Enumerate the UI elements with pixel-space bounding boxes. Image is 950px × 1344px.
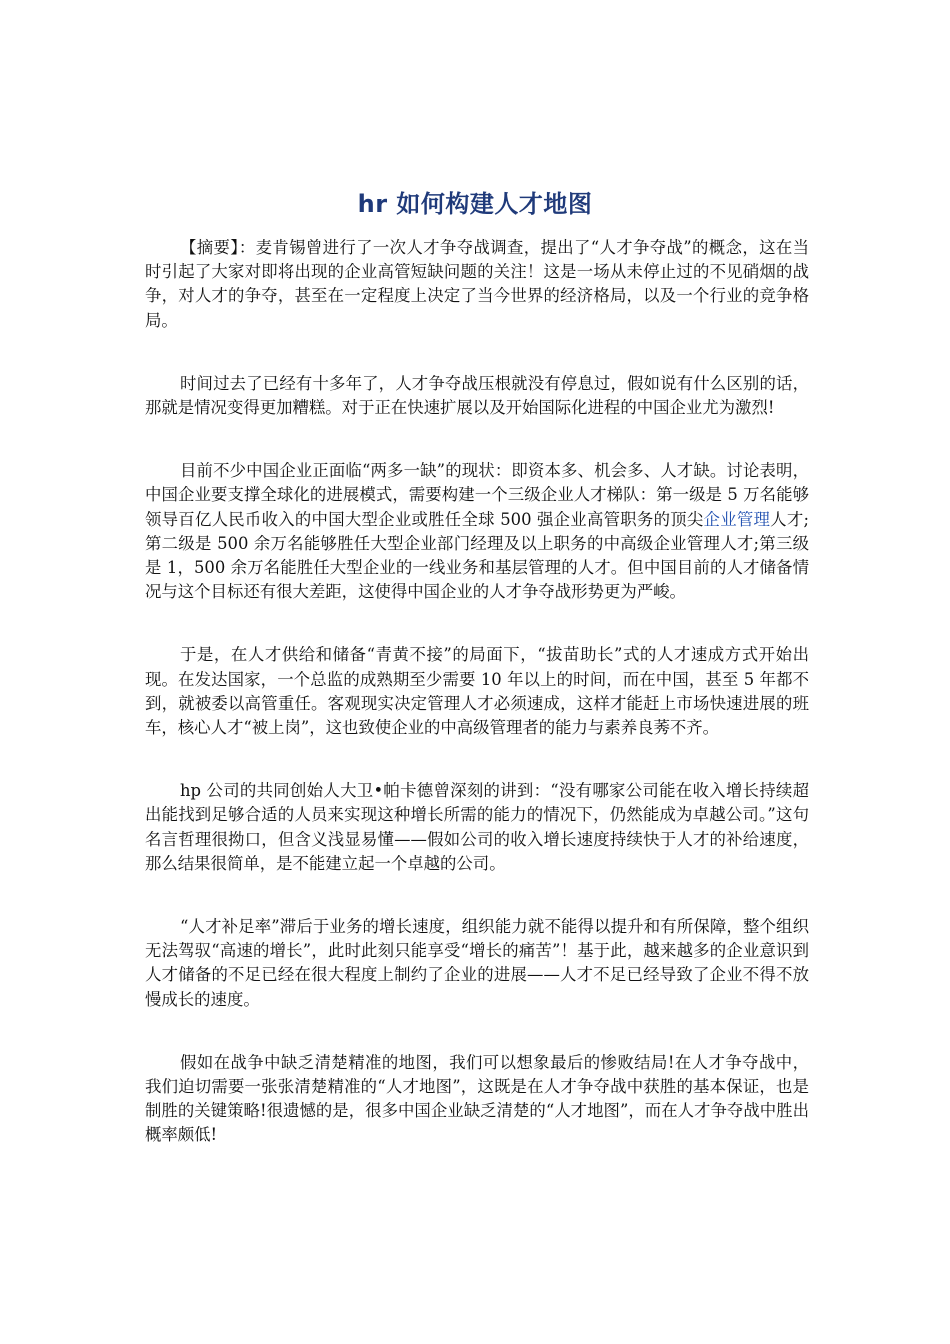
document-body xyxy=(145,236,809,1187)
paragraph-talent-supply: “人才补足率”滞后于业务的增长速度，组织能力就不能得以提升和有所保障，整个组织无法驾驭“高速的增长”，此时此刻只能享受“增长的痛苦”！基于此，越来越多的企业意识到人才储备的不足已经在很大程度上制约了企业的进展——人才不足已经导致了企业不得不放慢成长的速度。 xyxy=(145,917,809,1009)
paragraph-hp-quote: hp 公司的共同创始人大卫•帕卡德曾深刻的讲到：“没有哪家公司能在收入增长持续超出能找到足够合适的人员来实现这种增长所需的能力的情况下，仍然能成为卓越公司。”这句名言哲理很拗口，但含义浅显易懂——假如公司的收入增长速度持续快于人才的补给速度，那么结果很简单，是不能建立起一个卓越的公司。 xyxy=(145,781,809,873)
paragraph-summary: 【摘要】：麦肯锡曾进行了一次人才争夺战调查，提出了“人才争夺战”的概念，这在当时引起了大家对即将出现的企业高管短缺问题的关注！这是一场从未停止过的不见硝烟的战争，对人才的争夺，甚至在一定程度上决定了当今世界的经济格局，以及一个行业的竞争格局。 xyxy=(145,238,809,330)
paragraph-talent-tiers-part2: 人才;第二级是 500 余万名能够胜任大型企业部门经理及以上职务的中高级企业管理人才;第三级是 1，500 余万名能胜任大型企业的一线业务和基层管理的人才。但中国目前的人才储备情况与这个目标还有很大差距，这使得中国企业的人才争夺战形势更为严峻。 xyxy=(145,509,810,602)
document-title: hr 如何构建人才地图 xyxy=(357,190,593,219)
enterprise-management-link[interactable]: 企业管理 xyxy=(703,509,771,529)
paragraph-ten-years: 时间过去了已经有十多年了，人才争夺战压根就没有停息过，假如说有什么区别的话，那就是情况变得更加糟糕。对于正在快速扩展以及开始国际化进程的中国企业尤为激烈! xyxy=(145,373,809,418)
paragraph-fast-growth: 于是，在人才供给和储备“青黄不接”的局面下，“拔苗助长”式的人才速成方式开始出现。在发达国家，一个总监的成熟期至少需要 10 年以上的时间，而在中国，甚至 5 年都不到，就被委以高管重任。客观现实决定管理人才必须速成，这样才能赶上市场快速进展的班车，核心人才“被上岗”，这也致使企业的中高级管理者的能力与素养良莠不齐。 xyxy=(145,645,809,738)
paragraph-talent-tiers xyxy=(145,459,809,604)
paragraph-talent-tiers-part1: 目前不少中国企业正面临“两多一缺”的现状：即资本多、机会多、人才缺。讨论表明，中国企业要支撑全球化的进展模式，需要构建一个三级企业人才梯队：第一级是 5 万名能够领导百亿人民币收入的中国大型企业或胜任全球 500 强企业高管职务的顶尖 xyxy=(145,461,809,529)
paragraph-talent-map: 假如在战争中缺乏清楚精准的地图，我们可以想象最后的惨败结局!在人才争夺战中，我们迫切需要一张张清楚精准的“人才地图”，这既是在人才争夺战中获胜的基本保证，也是制胜的关键策略!很遗憾的是，很多中国企业缺乏清楚的“人才地图”，而在人才争夺战中胜出概率颇低! xyxy=(145,1052,809,1145)
